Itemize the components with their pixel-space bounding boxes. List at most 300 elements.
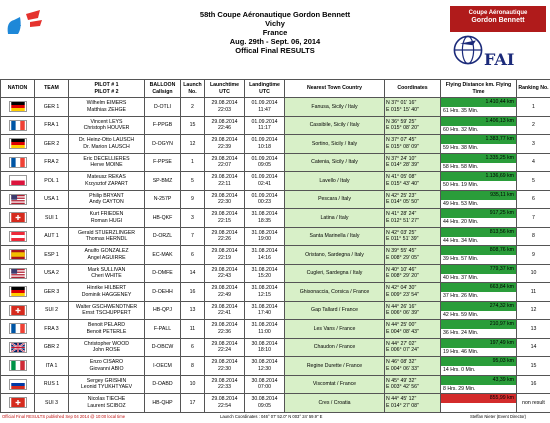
team-cell: USA 1 bbox=[35, 190, 69, 209]
pilot-1: Eric DECELLIERES bbox=[83, 155, 130, 162]
col-flying: Flying Distance km. Flying Time bbox=[441, 80, 517, 98]
landingtime-cell bbox=[245, 357, 285, 376]
distance-cell bbox=[441, 264, 517, 283]
landingtime-cell bbox=[245, 135, 285, 154]
rank-cell: 2 bbox=[517, 116, 550, 135]
flying-time: 19 Hrs. 46 Min. bbox=[443, 348, 479, 355]
launchtime-cell bbox=[205, 172, 245, 191]
team-cell: GER 1 bbox=[35, 98, 69, 117]
town-cell: Cassibile, Sicily / Italy bbox=[285, 116, 385, 135]
landing-time: 11:00 bbox=[258, 328, 271, 335]
rank-cell: 10 bbox=[517, 264, 550, 283]
rank-cell: 4 bbox=[517, 153, 550, 172]
launchtime-cell bbox=[205, 190, 245, 209]
coords-cell bbox=[385, 283, 441, 302]
pilot-1: Nicolas TIECHE bbox=[87, 396, 126, 403]
rank-cell: 9 bbox=[517, 246, 550, 265]
coord-lon: E 006° 06' 39" bbox=[386, 310, 419, 317]
table-row bbox=[1, 338, 550, 357]
landing-time: 09:05 bbox=[258, 402, 271, 409]
flying-time: 49 Hrs. 53 Min. bbox=[443, 200, 479, 207]
coord-lat: N 44° 45' 12" bbox=[386, 396, 417, 403]
coord-lat: N 37° 24' 10" bbox=[386, 155, 417, 162]
launch-cell: 8 bbox=[181, 357, 205, 376]
launch-time: 22:07 bbox=[218, 162, 231, 169]
launch-date: 29.08.2014 bbox=[211, 322, 238, 329]
coord-lat: N 41° 28' 24" bbox=[386, 211, 417, 218]
flag-es-icon bbox=[1, 246, 35, 265]
flying-time: 50 Hrs. 19 Min. bbox=[443, 182, 479, 189]
pilot-2: Giovanni ABIO bbox=[89, 365, 124, 372]
launch-time: 22:26 bbox=[218, 236, 231, 243]
launchtime-cell bbox=[205, 135, 245, 154]
flying-time: 37 Hrs. 26 Min. bbox=[443, 293, 479, 300]
landingtime-cell bbox=[245, 246, 285, 265]
coord-lat: N 40° 10' 46" bbox=[386, 266, 417, 273]
callsign-cell: F-PPSE bbox=[145, 153, 181, 172]
launch-time: 22:15 bbox=[218, 217, 231, 224]
landingtime-cell bbox=[245, 301, 285, 320]
flying-time: 60 Hrs. 32 Min. bbox=[443, 126, 479, 133]
landingtime-cell bbox=[245, 190, 285, 209]
rank-cell: non result bbox=[517, 394, 550, 413]
launch-date: 29.08.2014 bbox=[211, 377, 238, 384]
team-cell: AUT 1 bbox=[35, 227, 69, 246]
table-row bbox=[1, 320, 550, 339]
pilots-cell bbox=[69, 357, 145, 376]
coords-cell bbox=[385, 172, 441, 191]
team-cell: GER 2 bbox=[35, 135, 69, 154]
pilots-cell bbox=[69, 209, 145, 228]
town-cell: Cres / Croatia bbox=[285, 394, 385, 413]
callsign-cell: D-OEHH bbox=[145, 283, 181, 302]
pilot-1: Gerald STUERZLINGER bbox=[77, 229, 136, 236]
distance-km: 779,37 km bbox=[441, 265, 516, 274]
coord-lon: E 006° 07' 24" bbox=[386, 347, 419, 354]
launch-cell: 17 bbox=[181, 394, 205, 413]
coords-cell bbox=[385, 209, 441, 228]
pilot-2: Dr. Marion LAUSCH bbox=[83, 143, 130, 150]
town-cell: Pescara / Italy bbox=[285, 190, 385, 209]
launch-date: 29.08.2014 bbox=[211, 229, 238, 236]
launch-time: 22:30 bbox=[218, 199, 231, 206]
event-logo bbox=[4, 8, 44, 38]
landing-time: 14:16 bbox=[258, 254, 271, 261]
flag-us-icon bbox=[1, 264, 35, 283]
pilots-cell bbox=[69, 172, 145, 191]
distance-km: 808,76 km bbox=[441, 246, 516, 255]
pilots-cell bbox=[69, 264, 145, 283]
launch-date: 29.08.2014 bbox=[211, 266, 238, 273]
landing-time: 11:17 bbox=[258, 125, 271, 132]
flag-fr-icon bbox=[1, 153, 35, 172]
launchtime-cell bbox=[205, 283, 245, 302]
pilot-1: Enzo CISARO bbox=[89, 359, 124, 366]
rank-cell: 6 bbox=[517, 190, 550, 209]
launch-cell: 14 bbox=[181, 264, 205, 283]
flag-fr-icon bbox=[1, 320, 35, 339]
launch-date: 29.08.2014 bbox=[211, 174, 238, 181]
coord-lat: N 45° 49' 32" bbox=[386, 377, 417, 384]
pilot-2: Laurent SCIBOZ bbox=[87, 402, 126, 409]
landing-time: 00:23 bbox=[258, 199, 271, 206]
launchtime-cell bbox=[205, 153, 245, 172]
flying-time: 44 Hrs. 20 Min. bbox=[443, 219, 479, 226]
landing-time: 10:18 bbox=[258, 143, 271, 150]
launch-cell: 1 bbox=[181, 153, 205, 172]
distance-cell bbox=[441, 338, 517, 357]
launchtime-cell bbox=[205, 375, 245, 394]
distance-km: 855,99 km bbox=[441, 394, 516, 403]
table-row bbox=[1, 301, 550, 320]
coord-lat: N 37° 01' 16" bbox=[386, 100, 417, 107]
launch-cell: 15 bbox=[181, 116, 205, 135]
flag-de-icon bbox=[1, 135, 35, 154]
callsign-cell: D-OMFE bbox=[145, 264, 181, 283]
team-cell: POL 1 bbox=[35, 172, 69, 191]
pilots-cell bbox=[69, 135, 145, 154]
flying-time: 39 Hrs. 57 Min. bbox=[443, 256, 479, 263]
distance-cell bbox=[441, 375, 517, 394]
fai-logo bbox=[450, 6, 546, 76]
col-pilots: PILOT # 1 PILOT # 2 bbox=[69, 80, 145, 98]
pilots-cell bbox=[69, 246, 145, 265]
coords-cell bbox=[385, 135, 441, 154]
table-row bbox=[1, 227, 550, 246]
coord-lon: E 012° 51' 27" bbox=[386, 217, 419, 224]
coords-cell bbox=[385, 320, 441, 339]
pilots-cell bbox=[69, 98, 145, 117]
callsign-cell: I-OECM bbox=[145, 357, 181, 376]
team-cell: FRA 1 bbox=[35, 116, 69, 135]
coord-lon: E 004° 08' 43" bbox=[386, 328, 419, 335]
callsign-cell: HB-QHP bbox=[145, 394, 181, 413]
town-cell: Fanusa, Sicily / Italy bbox=[285, 98, 385, 117]
table-row bbox=[1, 172, 550, 191]
launch-time: 22:30 bbox=[218, 365, 231, 372]
coord-lat: N 42° 04' 30" bbox=[386, 285, 417, 292]
distance-cell bbox=[441, 190, 517, 209]
callsign-cell: D-ORZL bbox=[145, 227, 181, 246]
distance-km: 210,97 km bbox=[441, 320, 516, 329]
coord-lon: E 008° 29' 05" bbox=[386, 254, 419, 261]
pilot-2: Christoph HOUVER bbox=[83, 125, 130, 132]
pilots-cell bbox=[69, 338, 145, 357]
landing-date: 30.08.2014 bbox=[251, 377, 278, 384]
coord-lon: E 014° 28' 39" bbox=[386, 162, 419, 169]
coord-lon: E 015° 15' 40" bbox=[386, 106, 419, 113]
coords-cell bbox=[385, 190, 441, 209]
distance-km: 935,11 km bbox=[441, 191, 516, 200]
landing-time: 17:40 bbox=[258, 310, 271, 317]
flying-time bbox=[441, 403, 516, 411]
landing-date: 01.09.2014 bbox=[251, 118, 278, 125]
landing-date: 31.08.2014 bbox=[251, 322, 278, 329]
coord-lat: N 37° 07' 45" bbox=[386, 137, 417, 144]
table-row bbox=[1, 246, 550, 265]
table-row bbox=[1, 135, 550, 154]
launch-cell: 10 bbox=[181, 375, 205, 394]
launchtime-cell bbox=[205, 98, 245, 117]
coord-lon: E 015° 08' 09" bbox=[386, 143, 419, 150]
rank-cell: 3 bbox=[517, 135, 550, 154]
launch-cell: 7 bbox=[181, 227, 205, 246]
landing-date: 31.08.2014 bbox=[251, 285, 278, 292]
coord-lon: E 014° 27' 08" bbox=[386, 402, 419, 409]
launch-cell: 12 bbox=[181, 135, 205, 154]
town-cell: Latina / Italy bbox=[285, 209, 385, 228]
landing-time: 11:47 bbox=[258, 106, 271, 113]
callsign-cell: D-OGYN bbox=[145, 135, 181, 154]
event-director: Steffan Nieter (Event Director) bbox=[470, 414, 527, 419]
launch-time: 22:39 bbox=[218, 143, 231, 150]
table-row bbox=[1, 209, 550, 228]
launch-date: 29.08.2014 bbox=[211, 155, 238, 162]
event-subtitle: Offical Final RESULTS bbox=[235, 46, 315, 55]
launch-time: 22:41 bbox=[218, 310, 231, 317]
flag-gb-icon bbox=[1, 338, 35, 357]
coords-cell bbox=[385, 264, 441, 283]
pilots-cell bbox=[69, 190, 145, 209]
distance-cell bbox=[441, 394, 517, 413]
launch-cell: 2 bbox=[181, 98, 205, 117]
launch-date: 29.08.2014 bbox=[211, 359, 238, 366]
town-cell: Viscomtat / France bbox=[285, 375, 385, 394]
team-cell: FRA 3 bbox=[35, 320, 69, 339]
coords-cell bbox=[385, 116, 441, 135]
launchtime-cell bbox=[205, 357, 245, 376]
pilot-2: Krzysztof ZAPART bbox=[85, 180, 128, 187]
pilot-2: Leonid TYUKHTYAEV bbox=[80, 384, 133, 391]
flag-de-icon bbox=[1, 283, 35, 302]
landing-time: 19:00 bbox=[258, 236, 271, 243]
coord-lat: N 44° 26' 16" bbox=[386, 303, 417, 310]
coords-cell bbox=[385, 338, 441, 357]
rank-cell: 15 bbox=[517, 357, 550, 376]
col-team: TEAM bbox=[35, 80, 69, 98]
table-row bbox=[1, 116, 550, 135]
callsign-cell: F-PPGB bbox=[145, 116, 181, 135]
pilots-cell bbox=[69, 301, 145, 320]
landing-date: 01.09.2014 bbox=[251, 192, 278, 199]
team-cell: FRA 2 bbox=[35, 153, 69, 172]
launch-time: 22:11 bbox=[218, 180, 231, 187]
rank-cell: 1 bbox=[517, 98, 550, 117]
flag-ch-icon bbox=[1, 394, 35, 413]
flying-time: 36 Hrs. 24 Min. bbox=[443, 330, 479, 337]
table-row bbox=[1, 98, 550, 117]
launchtime-cell bbox=[205, 394, 245, 413]
landingtime-cell bbox=[245, 338, 285, 357]
coords-cell bbox=[385, 246, 441, 265]
pilot-2: Benoit PETERLE bbox=[86, 328, 127, 335]
distance-km: 95,03 km bbox=[441, 357, 516, 366]
launchtime-cell bbox=[205, 246, 245, 265]
launch-cell: 6 bbox=[181, 246, 205, 265]
fai-wordmark: FAI bbox=[484, 50, 515, 69]
launch-cell: 9 bbox=[181, 190, 205, 209]
coord-lon: E 003° 42' 56" bbox=[386, 384, 419, 391]
team-cell: ITA 1 bbox=[35, 357, 69, 376]
col-ranking: Ranking No. bbox=[517, 80, 550, 98]
col-landingtime: Landingtime UTC bbox=[245, 80, 285, 98]
town-cell: Regine Durette / France bbox=[285, 357, 385, 376]
pilots-cell bbox=[69, 116, 145, 135]
team-cell: RUS 1 bbox=[35, 375, 69, 394]
svg-text:air: air bbox=[10, 22, 22, 32]
distance-km: 1.406,13 km bbox=[441, 117, 516, 126]
pilot-1: Vincent LEYS bbox=[90, 118, 123, 125]
flying-time: 40 Hrs. 37 Min. bbox=[443, 274, 479, 281]
col-coords: Coordinates bbox=[385, 80, 441, 98]
pilot-1: Walter GSCHWENDTNER bbox=[75, 303, 138, 310]
distance-cell bbox=[441, 172, 517, 191]
callsign-cell: N-257P bbox=[145, 190, 181, 209]
pilot-2: Ernst TSCHUPPERT bbox=[82, 310, 131, 317]
flag-us-icon bbox=[1, 190, 35, 209]
launch-date: 29.08.2014 bbox=[211, 137, 238, 144]
rank-cell: 14 bbox=[517, 338, 550, 357]
flag-de-icon bbox=[1, 98, 35, 117]
col-balloon: BALLOON Callsign bbox=[145, 80, 181, 98]
town-cell: Les Vans / France bbox=[285, 320, 385, 339]
pilot-1: Mateusz REKAS bbox=[87, 174, 126, 181]
landingtime-cell bbox=[245, 264, 285, 283]
table-row bbox=[1, 283, 550, 302]
flying-time: 58 Hrs. 58 Min. bbox=[443, 163, 479, 170]
coords-cell bbox=[385, 227, 441, 246]
distance-cell bbox=[441, 357, 517, 376]
publish-note: Official Final RESULTS published Sep 04 2014 @ 10:00 local time bbox=[2, 414, 126, 419]
table-row bbox=[1, 375, 550, 394]
rank-cell: 16 bbox=[517, 375, 550, 394]
town-cell: Chaudon / France bbox=[285, 338, 385, 357]
coord-lon: E 015° 08' 20" bbox=[386, 125, 419, 132]
flag-fr-icon bbox=[1, 116, 35, 135]
pilot-2: Roman HUGI bbox=[90, 217, 123, 224]
launch-time: 22:43 bbox=[218, 273, 231, 280]
rank-cell: 12 bbox=[517, 301, 550, 320]
launch-date: 29.08.2014 bbox=[211, 100, 238, 107]
rank-cell: 11 bbox=[517, 283, 550, 302]
landing-date: 01.09.2014 bbox=[251, 155, 278, 162]
title-block bbox=[150, 10, 400, 55]
landing-time: 12:15 bbox=[258, 291, 271, 298]
landing-time: 12:30 bbox=[258, 365, 271, 372]
coord-lon: E 015° 43' 40" bbox=[386, 180, 419, 187]
launchtime-cell bbox=[205, 320, 245, 339]
coord-lat: N 42° 03' 25" bbox=[386, 229, 417, 236]
distance-km: 1.410,44 km bbox=[441, 98, 516, 107]
distance-cell bbox=[441, 301, 517, 320]
globe-icon bbox=[452, 34, 484, 66]
coord-lat: N 41° 05' 08" bbox=[386, 174, 417, 181]
coords-cell bbox=[385, 153, 441, 172]
launch-date: 29.08.2014 bbox=[211, 211, 238, 218]
town-cell: Gap Tallard / France bbox=[285, 301, 385, 320]
pilot-2: Angel AGUIRRE bbox=[87, 254, 126, 261]
landing-time: 09:05 bbox=[258, 162, 271, 169]
landing-date: 31.08.2014 bbox=[251, 248, 278, 255]
launch-date: 29.08.2014 bbox=[211, 340, 238, 347]
pilot-2: Herve MOINE bbox=[90, 162, 123, 169]
team-cell: USA 2 bbox=[35, 264, 69, 283]
launch-coordinates: Launch Coordinates : 046° 07' 52.0" N 003° 24' 59.9" E bbox=[220, 414, 323, 419]
flag-at-icon bbox=[1, 227, 35, 246]
flag-ch-icon bbox=[1, 301, 35, 320]
event-title: 58th Coupe Aéronautique Gordon Bennett bbox=[199, 10, 351, 19]
coords-cell bbox=[385, 301, 441, 320]
results-footer bbox=[0, 412, 550, 422]
coord-lon: E 004° 06' 33" bbox=[386, 365, 419, 372]
flag-ru-icon bbox=[1, 375, 35, 394]
pilot-1: Sergey GRISHIN bbox=[86, 377, 127, 384]
team-cell: SUI 2 bbox=[35, 301, 69, 320]
distance-cell bbox=[441, 246, 517, 265]
callsign-cell: SP-BMZ bbox=[145, 172, 181, 191]
distance-km: 274,32 km bbox=[441, 302, 516, 311]
distance-cell bbox=[441, 153, 517, 172]
launch-time: 22:19 bbox=[218, 254, 231, 261]
launch-time: 22:03 bbox=[218, 106, 231, 113]
team-cell: SUI 3 bbox=[35, 394, 69, 413]
pilots-cell bbox=[69, 394, 145, 413]
callsign-cell: HB-QPJ bbox=[145, 301, 181, 320]
launchtime-cell bbox=[205, 227, 245, 246]
table-row bbox=[1, 357, 550, 376]
landing-date: 01.09.2014 bbox=[251, 174, 278, 181]
table-row bbox=[1, 153, 550, 172]
coord-lon: E 011° 51' 39" bbox=[386, 236, 419, 243]
table-row bbox=[1, 264, 550, 283]
landing-time: 18:10 bbox=[258, 347, 271, 354]
town-cell: Lavello / Italy bbox=[285, 172, 385, 191]
team-cell: SUI 1 bbox=[35, 209, 69, 228]
coord-lon: E 008° 29' 20" bbox=[386, 273, 419, 280]
pilots-cell bbox=[69, 320, 145, 339]
landing-date: 31.08.2014 bbox=[251, 303, 278, 310]
flying-time: 59 Hrs. 38 Min. bbox=[443, 145, 479, 152]
landing-time: 15:20 bbox=[258, 273, 271, 280]
pilot-1: Kurt FRIEDEN bbox=[89, 211, 124, 218]
pilots-cell bbox=[69, 227, 145, 246]
landing-date: 01.09.2014 bbox=[251, 100, 278, 107]
launch-time: 22:33 bbox=[218, 384, 231, 391]
pilot-2: Andy CAYTON bbox=[89, 199, 124, 206]
pilot-2: Cheri WHITE bbox=[91, 273, 122, 280]
callsign-cell: D-OBCW bbox=[145, 338, 181, 357]
distance-cell bbox=[441, 283, 517, 302]
landingtime-cell bbox=[245, 375, 285, 394]
launch-date: 29.08.2014 bbox=[211, 396, 238, 403]
coord-lat: N 42° 25' 23" bbox=[386, 192, 417, 199]
distance-cell bbox=[441, 320, 517, 339]
town-cell: Santa Marinella / Italy bbox=[285, 227, 385, 246]
results-table bbox=[0, 79, 550, 413]
rank-cell: 13 bbox=[517, 320, 550, 339]
launch-time: 22:46 bbox=[218, 125, 231, 132]
pilot-1: Philip BRYANT bbox=[89, 192, 124, 199]
landingtime-cell bbox=[245, 153, 285, 172]
header-row bbox=[1, 80, 550, 98]
landing-date: 31.08.2014 bbox=[251, 266, 278, 273]
launch-cell: 3 bbox=[181, 209, 205, 228]
landingtime-cell bbox=[245, 394, 285, 413]
town-cell: Sortino, Sicily / Italy bbox=[285, 135, 385, 154]
launchtime-cell bbox=[205, 209, 245, 228]
launch-date: 29.08.2014 bbox=[211, 248, 238, 255]
distance-km: 197,49 km bbox=[441, 339, 516, 348]
